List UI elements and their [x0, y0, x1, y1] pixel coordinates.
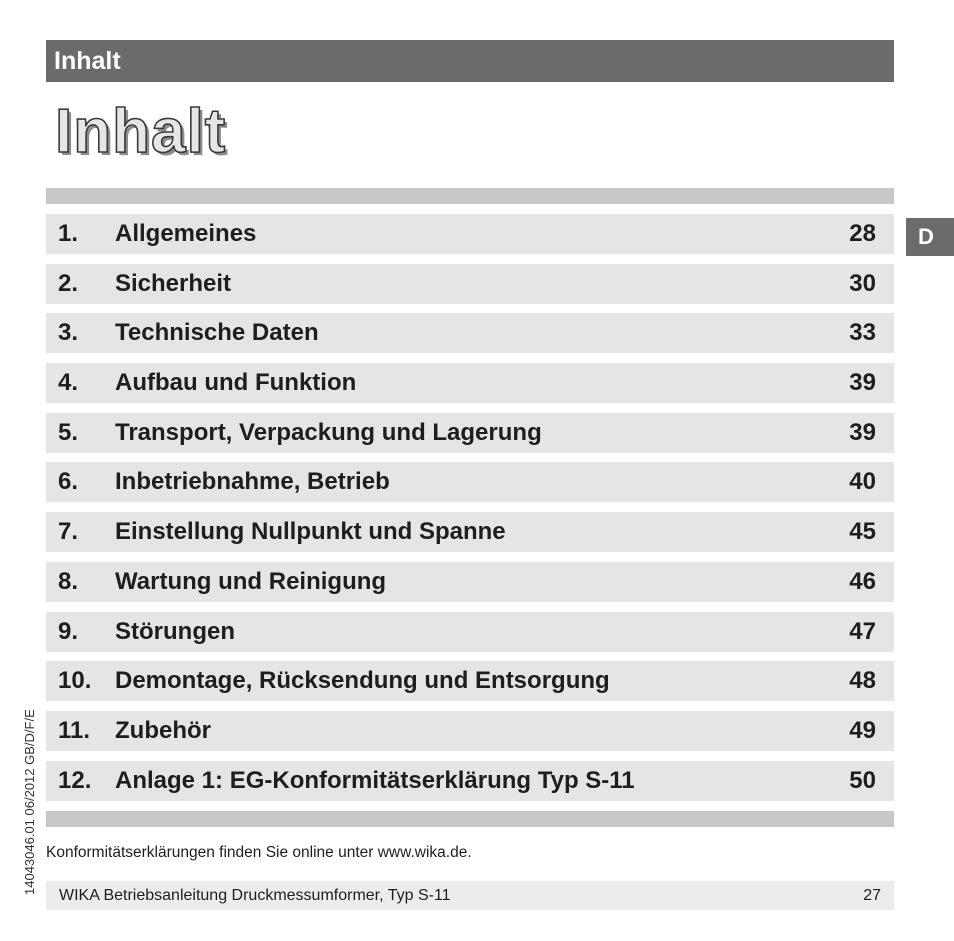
toc-entry-title: Störungen: [115, 617, 235, 645]
toc-entry-page: 49: [849, 716, 876, 744]
toc-entry-title: Wartung und Reinigung: [115, 567, 387, 595]
section-label: Inhalt: [54, 47, 121, 75]
toc-entry-number: 12.: [58, 766, 92, 794]
toc-entry-number: 5.: [58, 418, 79, 446]
toc-entry-title: Inbetriebnahme, Betrieb: [115, 468, 390, 496]
toc-entry-page: 33: [849, 319, 876, 347]
bottom-divider: [46, 811, 894, 827]
table-of-contents: [46, 214, 894, 810]
toc-entry-page: 39: [849, 369, 876, 397]
top-divider: [46, 188, 894, 204]
toc-entry-page: 48: [849, 667, 876, 695]
toc-entry-number: 8.: [58, 567, 79, 595]
toc-entry-page: 50: [849, 766, 876, 794]
section-header-bar: [46, 40, 894, 82]
toc-entry[interactable]: [46, 214, 894, 254]
toc-entry[interactable]: [46, 264, 894, 304]
page-title: Inhalt: [55, 97, 227, 166]
toc-entry-number: 7.: [58, 518, 79, 546]
toc-entry-page: 30: [849, 269, 876, 297]
toc-entry-page: 47: [849, 617, 876, 645]
toc-entry-page: 45: [849, 518, 876, 546]
toc-entry[interactable]: [46, 761, 894, 801]
toc-entry-title: Zubehör: [115, 716, 211, 744]
toc-entry[interactable]: [46, 363, 894, 403]
document-code: 14043046.01 06/2012 GB/D/F/E: [22, 709, 37, 895]
toc-entry-title: Einstellung Nullpunkt und Spanne: [115, 518, 506, 546]
language-tab: D: [906, 218, 954, 256]
toc-entry-title: Transport, Verpackung und Lagerung: [115, 418, 542, 446]
toc-entry-number: 4.: [58, 369, 79, 397]
toc-entry-page: 46: [849, 567, 876, 595]
toc-entry-number: 6.: [58, 468, 79, 496]
toc-entry-number: 2.: [58, 269, 79, 297]
toc-entry-number: 3.: [58, 319, 79, 347]
toc-entry[interactable]: [46, 711, 894, 751]
toc-entry-number: 9.: [58, 617, 79, 645]
toc-entry-number: 10.: [58, 667, 92, 695]
toc-entry-page: 40: [849, 468, 876, 496]
toc-entry[interactable]: [46, 413, 894, 453]
footer-text: WIKA Betriebsanleitung Druckmessumformer, Typ S-11: [59, 887, 451, 904]
conformity-note: Konformitätserklärungen finden Sie online unter www.wika.de.: [46, 844, 472, 861]
toc-entry[interactable]: [46, 612, 894, 652]
page-number: 27: [863, 887, 881, 904]
toc-entry-title: Anlage 1: EG-Konformitätserklärung Typ S-11: [115, 766, 635, 794]
toc-entry-number: 1.: [58, 220, 79, 247]
toc-entry[interactable]: [46, 661, 894, 701]
page-footer: [46, 881, 894, 910]
toc-entry-title: Allgemeines: [115, 220, 257, 247]
toc-entry-title: Sicherheit: [115, 269, 232, 297]
toc-entry[interactable]: [46, 462, 894, 502]
toc-entry-title: Demontage, Rücksendung und Entsorgung: [115, 667, 610, 695]
toc-entry-page: 28: [849, 220, 876, 247]
toc-entry[interactable]: [46, 313, 894, 353]
toc-entry[interactable]: [46, 512, 894, 552]
toc-entry-title: Technische Daten: [115, 319, 319, 347]
toc-entry-title: Aufbau und Funktion: [115, 369, 357, 397]
toc-entry-page: 39: [849, 418, 876, 446]
toc-entry-number: 11.: [58, 716, 91, 744]
toc-entry[interactable]: [46, 562, 894, 602]
